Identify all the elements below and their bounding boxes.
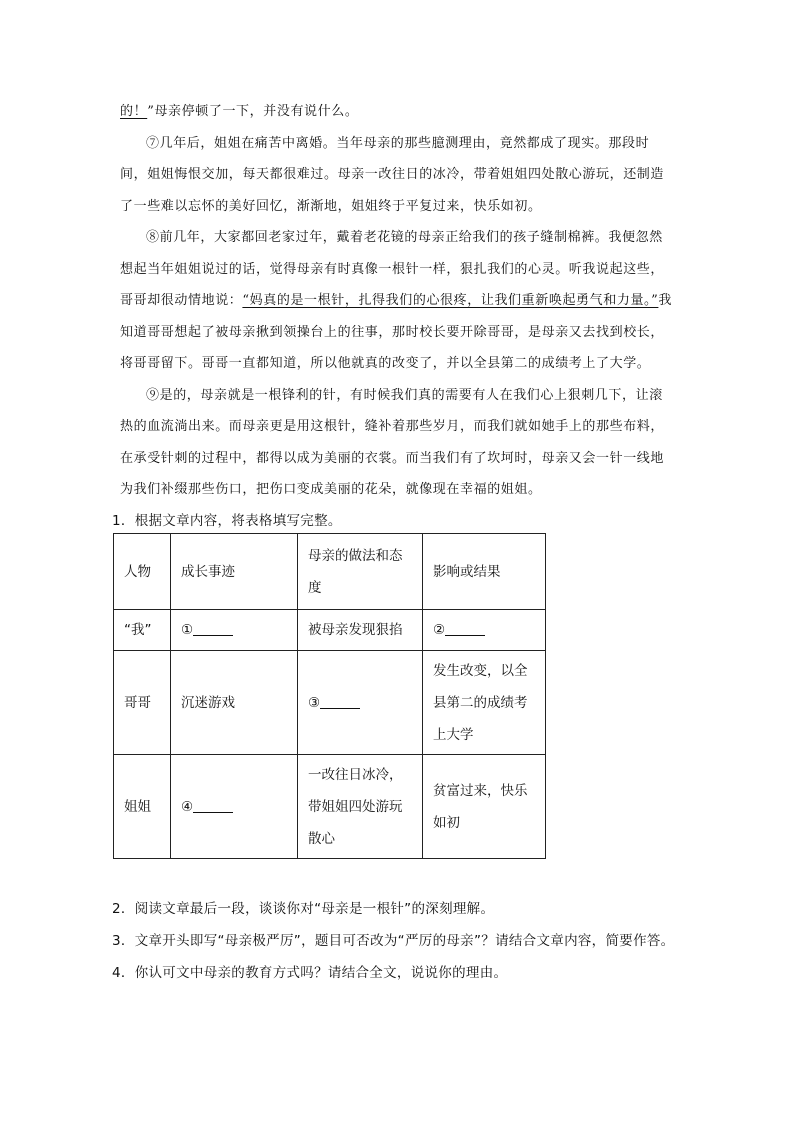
answer-blank[interactable] — [320, 694, 360, 709]
table-cell: 贫富过来，快乐如初 — [423, 755, 546, 859]
table-cell: ② — [423, 610, 546, 651]
table-row — [114, 755, 546, 859]
question-3: 3．文章开头即写“母亲极严厉”，题目可否改为“严厉的母亲”？请结合文章内容，简要作答。 — [112, 933, 675, 949]
table-cell: 一改往日冰冷，带姐姐四处游玩散心 — [298, 755, 423, 859]
passage-intro-line: 的！”母亲停顿了一下，并没有说什么。 — [120, 104, 359, 119]
question-1: 1．根据文章内容，将表格填写完整。 — [112, 513, 342, 529]
table-header-cell: 成长事迹 — [171, 534, 298, 610]
answer-table — [113, 533, 546, 859]
underlined-quote: “妈真的是一根针，扎得我们的心很疼，让我们重新唤起勇气和力量。” — [242, 293, 659, 308]
table-cell: 姐姐 — [114, 755, 171, 859]
answer-blank[interactable] — [445, 621, 485, 636]
table-header-cell: 影响或结果 — [423, 534, 546, 610]
passage — [120, 96, 676, 506]
table-cell: 发生改变，以全县第二的成绩考上大学 — [423, 651, 546, 755]
table-cell: ① — [171, 610, 298, 651]
table-cell: 哥哥 — [114, 651, 171, 755]
table-row — [114, 610, 546, 651]
table-cell: “我” — [114, 610, 171, 651]
underlined-text: 的！ — [120, 104, 148, 119]
table-cell: ④ — [171, 755, 298, 859]
question-2: 2．阅读文章最后一段，谈谈你对“母亲是一根针”的深刻理解。 — [112, 901, 495, 917]
paragraph-8: ⑧前几年，大家都回老家过年，戴着老花镜的母亲正给我们的孩子缝制棉裤。我便忽然想起当年姐姐说过的话，觉得母亲有时真像一根针一样，狠扎我们的心灵。听我说起这些，哥哥却很动情地说：“妈真的是一根针，扎得我们的心很疼，让我们重新唤起勇气和力量。”我知道哥哥想起了被母亲揪到领操台上的往事，那时校长要开除哥哥，是母亲又去找到校长，将哥哥留下。哥哥一直都知道，所以他就真的改变了，并以全县第二的成绩考上了大学。 — [120, 230, 673, 371]
table-row — [114, 651, 546, 755]
paragraph-7: ⑦几年后，姐姐在痛苦中离婚。当年母亲的那些臆测理由，竟然都成了现实。那段时间，姐姐悔恨交加，每天都很难过。母亲一改往日的冰冷，带着姐姐四处散心游玩，还制造了一些难以忘怀的美好回忆，渐渐地，姐姐终于平复过来，快乐如初。 — [120, 135, 665, 214]
table-header-cell: 母亲的做法和态度 — [298, 534, 423, 610]
answer-blank[interactable] — [193, 621, 233, 636]
table-cell: 沉迷游戏 — [171, 651, 298, 755]
table-cell: ③ — [298, 651, 423, 755]
answer-blank[interactable] — [193, 798, 233, 813]
question-4: 4．你认可文中母亲的教育方式吗？请结合全文，说说你的理由。 — [112, 965, 508, 981]
paragraph-9: ⑨是的，母亲就是一根锋利的针，有时候我们真的需要有人在我们心上狠刺几下，让滚热的血流淌出来。而母亲更是用这根针，缝补着那些岁月，而我们就如她手上的那些布料，在承受针刺的过程中，都得以成为美丽的衣裳。而当我们有了坎坷时，母亲又会一针一线地为我们补缀那些伤口，把伤口变成美丽的花朵，就像现在幸福的姐姐。 — [120, 387, 665, 497]
table-cell: 被母亲发现狠掐 — [298, 610, 423, 651]
table-header-cell: 人物 — [114, 534, 171, 610]
